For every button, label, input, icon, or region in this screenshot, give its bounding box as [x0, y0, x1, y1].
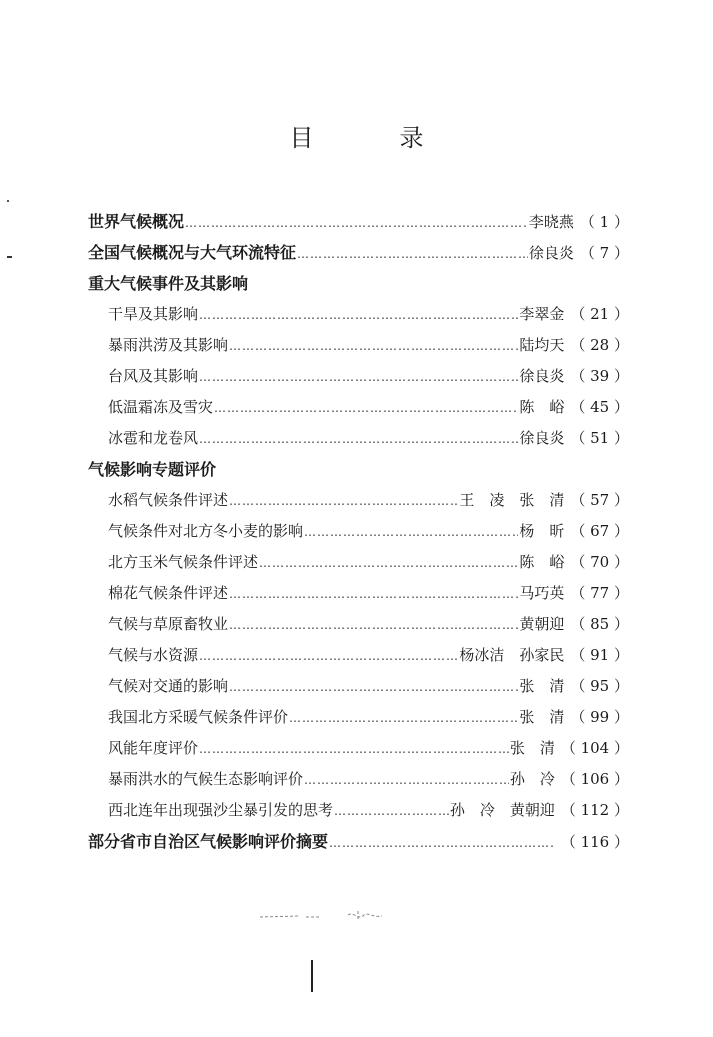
toc-entry	[88, 206, 629, 237]
toc-entry	[108, 361, 629, 392]
toc-entry-author: 陈 峪	[519, 553, 565, 571]
toc-entry-page: （ 51 ）	[570, 429, 629, 447]
toc-entry-author: 王 凌 张 清	[459, 491, 565, 509]
page-title	[0, 118, 713, 153]
dot-leader	[297, 239, 528, 270]
toc-entry-title: 全国气候概况与大气环流特征	[88, 243, 297, 262]
toc-entry	[108, 671, 629, 702]
toc-entry-page: （ 39 ）	[570, 367, 629, 385]
toc-entry-title: 气候对交通的影响	[108, 677, 229, 695]
toc-heading: 气候影响专题评价	[88, 460, 217, 479]
toc-entry-title: 气候与草原畜牧业	[108, 615, 229, 633]
dot-leader	[304, 765, 509, 796]
toc-entry	[108, 702, 629, 733]
toc-entry-author: 张 清	[519, 677, 565, 695]
toc-entry-author: 黄朝迎	[519, 615, 565, 633]
toc-entry-title: 棉花气候条件评述	[108, 584, 229, 602]
scan-speck	[7, 200, 9, 202]
toc-entry-title: 气候与水资源	[108, 646, 199, 664]
toc-entry-author: 孙 冷	[509, 770, 555, 788]
dot-leader	[229, 331, 518, 362]
toc-entry-page: （ 99 ）	[570, 708, 629, 726]
dot-leader	[214, 393, 518, 424]
toc-entry	[108, 516, 629, 547]
toc-entry-page: （ 91 ）	[570, 646, 629, 664]
toc-entry	[88, 237, 629, 268]
title-char-1: 目	[289, 124, 314, 152]
toc-entry-page: （ 21 ）	[570, 305, 629, 323]
scan-line	[311, 960, 313, 992]
toc-entry	[88, 826, 629, 857]
toc-entry-title: 暴雨洪水的气候生态影响评价	[108, 770, 304, 788]
toc-entry-title: 世界气候概况	[88, 212, 185, 231]
toc-entry-page: （ 95 ）	[570, 677, 629, 695]
toc-entry	[108, 392, 629, 423]
toc-entry-title: 低温霜冻及雪灾	[108, 398, 214, 416]
toc-entry	[108, 578, 629, 609]
scan-smudge	[258, 905, 398, 925]
toc-entry-author: 徐良炎	[528, 244, 574, 262]
toc-entry-page: （ 1 ）	[579, 213, 629, 231]
toc-entry-title: 北方玉米气候条件评述	[108, 553, 259, 571]
dot-leader	[199, 641, 458, 672]
toc-entry	[108, 299, 629, 330]
toc-entry	[108, 485, 629, 516]
toc-entry-title: 台风及其影响	[108, 367, 199, 385]
dot-leader	[185, 208, 528, 239]
toc-entry-page: （ 67 ）	[570, 522, 629, 540]
toc-entry-author: 张 清	[519, 708, 565, 726]
toc-entry	[108, 733, 629, 764]
toc-entry-page: （ 106 ）	[560, 770, 629, 788]
toc-entry	[108, 640, 629, 671]
dot-leader	[199, 734, 509, 765]
toc-entry-title: 冰雹和龙卷风	[108, 429, 199, 447]
toc-entry	[108, 764, 629, 795]
toc-entry-author: 杨冰洁 孙家民	[459, 646, 565, 664]
dot-leader	[229, 610, 518, 641]
toc-heading: 重大气候事件及其影响	[88, 274, 249, 293]
scan-speck	[7, 256, 12, 258]
dot-leader	[199, 424, 518, 455]
toc-entry-page: （ 45 ）	[570, 398, 629, 416]
toc-entry	[108, 330, 629, 361]
toc-entry-author: 徐良炎	[519, 367, 565, 385]
toc-entry-page: （ 28 ）	[570, 336, 629, 354]
toc-entry-page: （ 77 ）	[570, 584, 629, 602]
toc-entry-page: （ 7 ）	[579, 244, 629, 262]
toc-entry-title: 干旱及其影响	[108, 305, 199, 323]
toc-entry-author: 徐良炎	[519, 429, 565, 447]
toc-entry-title: 西北连年出现强沙尘暴引发的思考	[108, 801, 334, 819]
dot-leader	[329, 828, 554, 859]
toc-entry	[108, 795, 629, 826]
toc-entry-author: 马巧英	[519, 584, 565, 602]
toc-entry-author: 李翠金	[519, 305, 565, 323]
toc-entry-title: 我国北方采暖气候条件评价	[108, 708, 289, 726]
toc-entry-author: 陈 峪	[519, 398, 565, 416]
toc-entry-title: 风能年度评价	[108, 739, 199, 757]
dot-leader	[229, 672, 518, 703]
toc-entry-author: 张 清	[509, 739, 555, 757]
toc-entry-author: 孙 冷 黄朝迎	[449, 801, 555, 819]
toc-entry-title: 水稻气候条件评述	[108, 491, 229, 509]
toc-entry-author: 杨 昕	[519, 522, 565, 540]
toc-entry-title: 部分省市自治区气候影响评价摘要	[88, 832, 329, 851]
toc-entry-page: （ 104 ）	[560, 739, 629, 757]
toc-entry	[108, 547, 629, 578]
dot-leader	[259, 548, 518, 579]
dot-leader	[199, 300, 518, 331]
dot-leader	[334, 796, 449, 827]
dot-leader	[229, 579, 518, 610]
dot-leader	[229, 486, 458, 517]
title-char-2: 录	[399, 124, 424, 152]
toc-entry-author: 陆均天	[519, 336, 565, 354]
toc-entry-page: （ 116 ）	[560, 833, 629, 851]
toc-entry	[108, 609, 629, 640]
dot-leader	[289, 703, 518, 734]
dot-leader	[199, 362, 518, 393]
toc-entry-title: 气候条件对北方冬小麦的影响	[108, 522, 304, 540]
toc-entry-page: （ 70 ）	[570, 553, 629, 571]
toc-entry-title: 暴雨洪涝及其影响	[108, 336, 229, 354]
toc-entry-page: （ 57 ）	[570, 491, 629, 509]
dot-leader	[304, 517, 518, 548]
toc-entry-page: （ 112 ）	[560, 801, 629, 819]
toc-entry-page: （ 85 ）	[570, 615, 629, 633]
toc-entry	[108, 423, 629, 454]
toc-entry-author: 李晓燕	[528, 213, 574, 231]
